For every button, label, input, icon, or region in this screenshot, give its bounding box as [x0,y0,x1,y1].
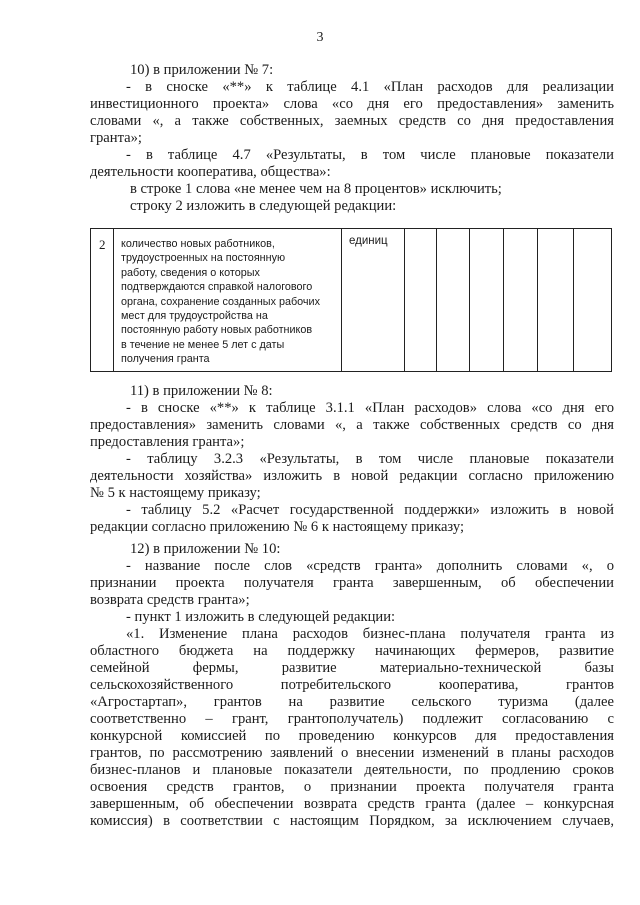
table-divider [113,229,114,371]
text-line: предоставления» заменить словами «, а также собственных средств со дня [90,417,614,433]
text-line: бизнес-планов и плановые показатели деятельности, по продлению сроков [90,762,614,778]
text-line: гранта»; [90,130,142,146]
text-line: - в сноске «**» к таблице 3.1.1 «План расходов» слова «со дня его [126,400,614,416]
text-line: редакции согласно приложению № 6 к настоящему приказу; [90,519,465,535]
text-line: - в таблице 4.7 «Результаты, в том числе плановые показатели [126,147,614,163]
table-row-description [121,237,336,367]
text-line: «Агростартап», грантов на развитие сельского туризма (далее [90,694,614,710]
text-line: в строке 1 слова «не менее чем на 8 процентов» исключить; [130,181,502,197]
text-line: семейной фермы, развитие материально-технической базы [90,660,614,676]
table-divider [404,229,405,371]
text-line: № 5 к настоящему приказу; [90,485,261,501]
text-line: грантов, по рассмотрению заявлений о внесении изменений в планы расходов [90,745,614,761]
text-line: признании проекта получателя гранта завершенным, об обеспечении [90,575,614,591]
table-divider [503,229,504,371]
text-line: строку 2 изложить в следующей редакции: [130,198,397,214]
replacement-table-row [90,228,612,372]
text-line: областного бюджета на поддержку начинающих фермеров, развитие [90,643,614,659]
text-line: 11) в приложении № 8: [130,383,273,399]
text-line: - таблицу 5.2 «Расчет государственной поддержки» изложить в новой [126,502,614,518]
text-line: соответственно – грант, грантополучатель) подлежит согласованию с [90,711,614,727]
description-line: органа, сохранение созданных рабочих [121,295,320,308]
text-line: конкурсной комиссией по проведению конкурсов для предоставления [90,728,614,744]
table-divider [469,229,470,371]
text-line: - название после слов «средств гранта» дополнить словами «, о [126,558,614,574]
table-divider [573,229,574,371]
text-line: «1. Изменение плана расходов бизнес-плана получателя гранта из [126,626,614,642]
text-line: сельскохозяйственного потребительского кооператива, грантов [90,677,614,693]
text-line: словами «, а также собственных, заемных средств со дня предоставления [90,113,614,129]
text-line: предоставления гранта»; [90,434,245,450]
text-line: - пункт 1 изложить в следующей редакции: [126,609,396,625]
table-divider [341,229,342,371]
text-line: комиссия) в соответствии с настоящим Порядком, за исключением случаев, [90,813,614,829]
description-line: трудоустроенных на постоянную [121,252,286,265]
text-line: 12) в приложении № 10: [130,541,281,557]
description-line: постоянную работу новых работников [121,324,313,337]
description-line: работу, сведения о которых [121,266,260,279]
table-row-number: 2 [99,237,106,252]
page-number: 3 [316,30,324,45]
description-line: мест для трудоустройства на [121,310,268,323]
table-divider [436,229,437,371]
text-line: - в сноске «**» к таблице 4.1 «План расходов для реализации [126,79,614,95]
text-line: возврата средств гранта»; [90,592,250,608]
description-line: подтверждаются справкой налогового [121,281,313,294]
text-line: - таблицу 3.2.3 «Результаты, в том числе плановые показатели [126,451,614,467]
text-line: освоения средств грантов, о признании проекта получателя гранта [90,779,614,795]
description-line: получения гранта [121,353,210,366]
text-line: деятельности хозяйства» изложить в новой редакции согласно приложению [90,468,614,484]
text-line: завершенным, об обеспечении возврата средств гранта (далее – конкурсная [90,796,614,812]
text-line: инвестиционного проекта» слова «со дня его предоставления» заменить [90,96,614,112]
table-row-unit: единиц [349,235,388,247]
text-line: 10) в приложении № 7: [130,62,274,78]
table-divider [537,229,538,371]
description-line: количество новых работников, [121,238,275,250]
description-line: в течение не менее 5 лет с даты [121,338,285,351]
text-line: деятельности кооператива, общества»: [90,164,331,180]
